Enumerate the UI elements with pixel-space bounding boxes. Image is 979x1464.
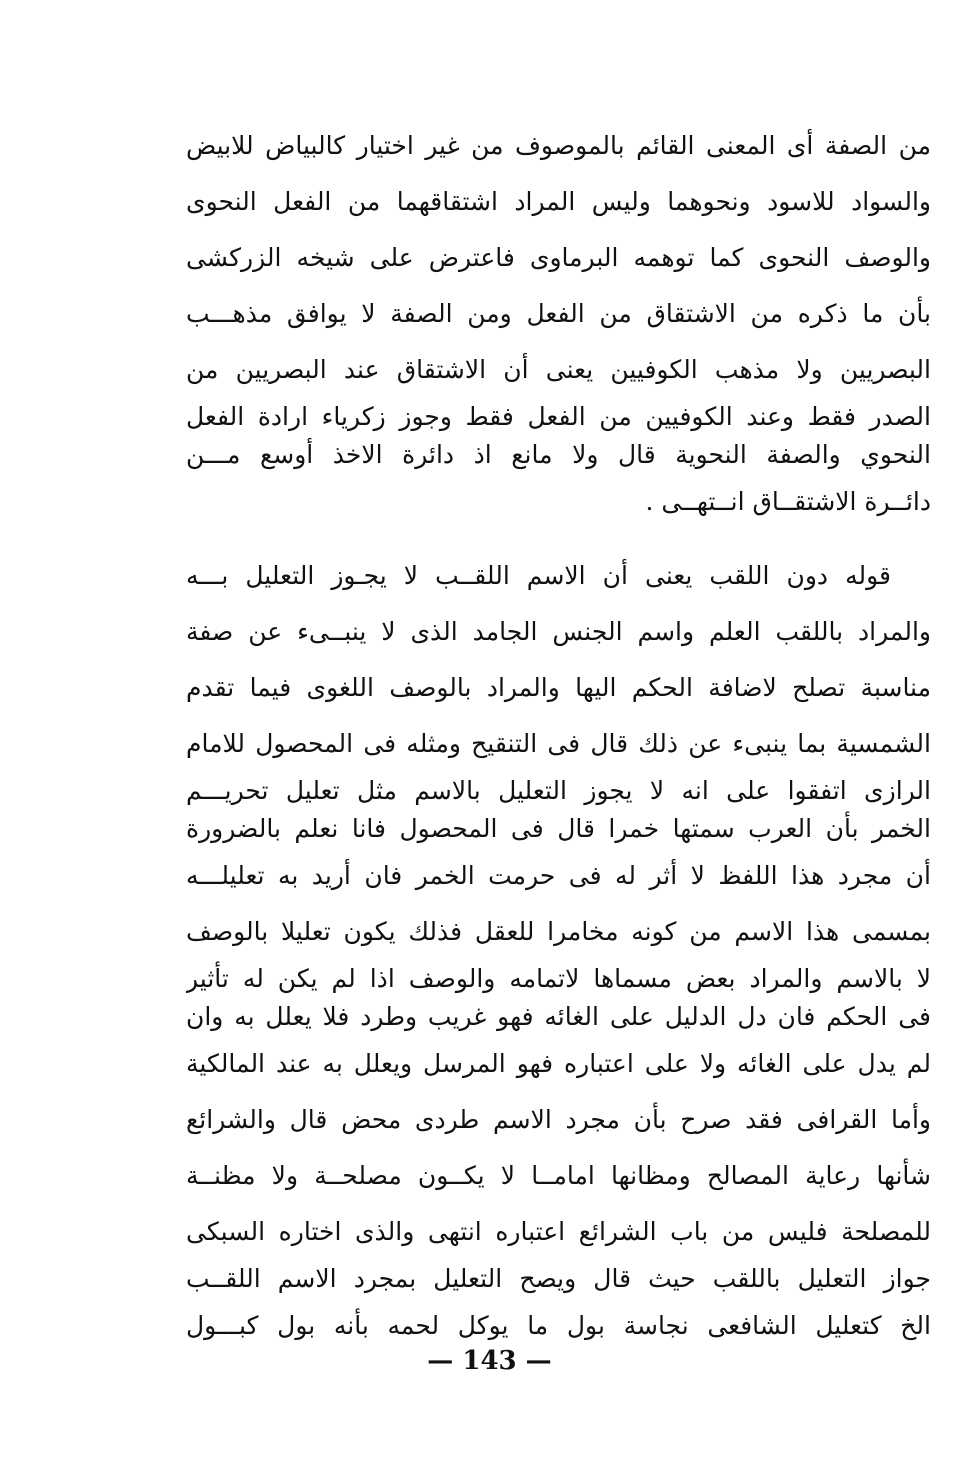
text-line: بأن ما ذكره من الاشتقاق من الفعل ومن الصفة لا يوافق مذهـــب bbox=[186, 299, 931, 328]
text-line: مناسبة تصلح لاضافة الحكم اليها والمراد بالوصف اللغوى فيما تقدم bbox=[186, 673, 931, 702]
text-line: الرازى اتفقوا على انه لا يجوز التعليل بالاسم مثل تعليل تحريـــم bbox=[186, 776, 931, 805]
text-line: دائــرة الاشتقــاق انــتهــى . bbox=[645, 487, 931, 516]
text-line: قوله دون اللقب يعنى أن الاسم اللقــب لا يجـوز التعليل بـــه bbox=[186, 561, 891, 590]
text-line: جواز التعليل باللقب حيث قال ويصح التعليل بمجرد الاسم اللقــب bbox=[186, 1264, 931, 1293]
text-line: وأما القرافى فقد صرح بأن مجرد الاسم طردى محض قال والشرائع bbox=[186, 1105, 931, 1134]
text-line: والسواد للاسود ونحوهما وليس المراد اشتقاقهما من الفعل النحوى bbox=[186, 187, 931, 216]
text-line: بمسمى هذا الاسم من كونه مخامرا للعقل فذلك يكون تعليلا بالوصف bbox=[186, 917, 931, 946]
text-line: البصريين ولا مذهب الكوفيين يعنى أن الاشتقاق عند البصريين من bbox=[186, 355, 931, 384]
text-line: الخمر بأن العرب سمتها خمرا قال فى المحصول فانا نعلم بالضرورة bbox=[186, 814, 931, 843]
text-line: والمراد باللقب العلم واسم الجنس الجامد الذى لا ينبــىء عن صفة bbox=[186, 617, 931, 646]
text-line: الصدر فقط وعند الكوفيين من الفعل فقط وجوز زكرياء ارادة الفعل bbox=[186, 402, 931, 431]
paragraph-1 bbox=[186, 118, 931, 530]
text-line: للمصلحة فليس من باب الشرائع اعتباره انتهى والذى اختاره السبكى bbox=[186, 1217, 931, 1246]
text-line: لم يدل على الغائه ولا على اعتباره فهو المرسل ويعلل به عند المالكية bbox=[186, 1049, 931, 1078]
text-line: شأنها رعاية المصالح ومظانها امامــا لا يكــون مصلحــة ولا مظنــة bbox=[186, 1161, 931, 1190]
text-line: الخ كتعليل الشافعى نجاسة بول ما يوكل لحمه بأنه بول كبـــول bbox=[186, 1311, 931, 1340]
text-line: الشمسية بما ينبىء عن ذلك قال فى التنقيح ومثله فى المحصول للامام bbox=[186, 729, 931, 758]
text-line: أن مجرد هذا اللفظ لا أثر له فى حرمت الخمر فان أريد به تعليلـــه bbox=[186, 861, 931, 890]
paragraph-2 bbox=[186, 548, 931, 1354]
page-number: — 143 — bbox=[427, 1346, 552, 1376]
text-line: لا بالاسم والمراد بعض مسماها لاتمامه والوصف اذا لم يكن له تأثير bbox=[186, 964, 931, 993]
text-line: النحوي والصفة النحوية قال ولا مانع اذ دائرة الاخذ أوسع مـــن bbox=[186, 440, 931, 469]
text-line: والوصف النحوى كما توهمه البرماوى فاعترض على شيخه الزركشى bbox=[186, 243, 931, 272]
text-line: من الصفة أى المعنى القائم بالموصوف من غير اختيار كالبياض للابيض bbox=[186, 131, 931, 160]
text-line: فى الحكم فان دل الدليل على الغائه فهو غريب وطرد فلا يعلل به وان bbox=[186, 1002, 931, 1031]
